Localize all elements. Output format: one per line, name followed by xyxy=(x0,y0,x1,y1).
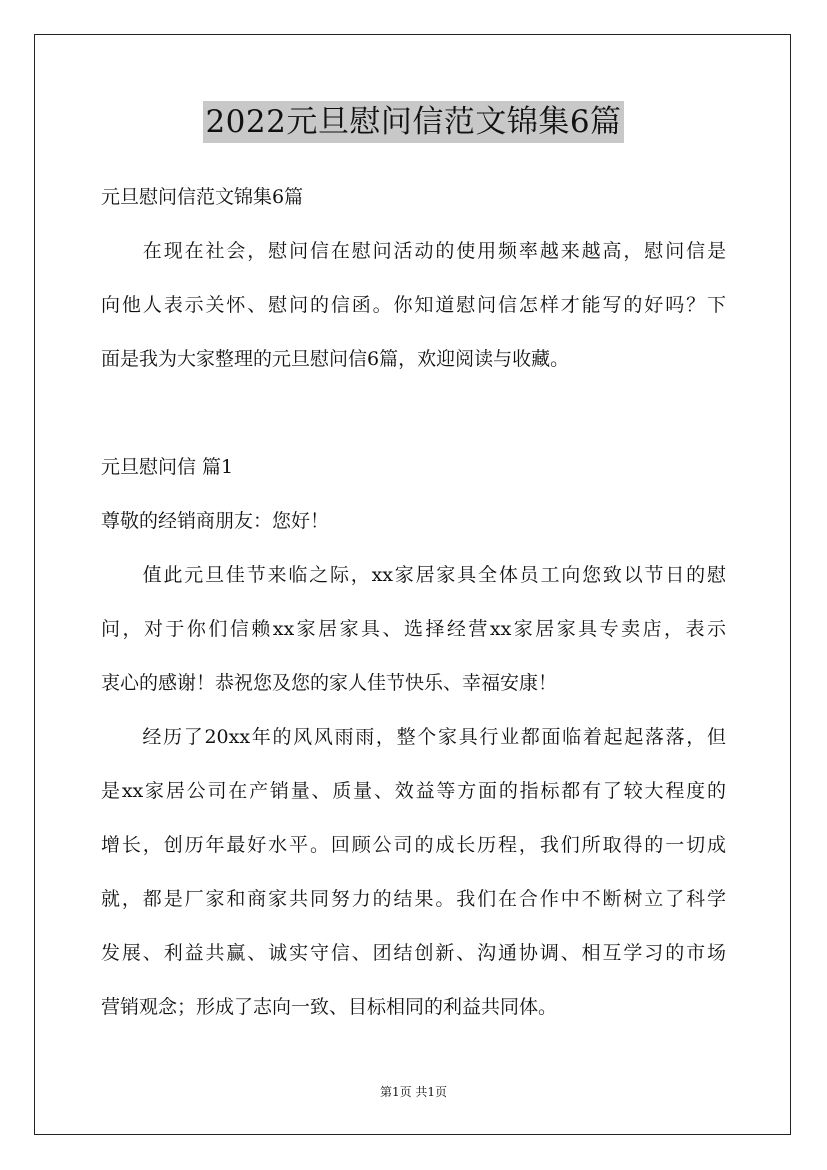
intro-line-1: 在现在社会，慰问信在慰问活动的使用频率越来越高，慰问信是 xyxy=(101,240,726,262)
salutation: 尊敬的经销商朋友：您好！ xyxy=(101,510,330,532)
section-heading: 元旦慰问信 篇1 xyxy=(101,456,234,478)
intro-line-3: 面是我为大家整理的元旦慰问信6篇，欢迎阅读与收藏。 xyxy=(101,348,570,370)
para2-line-2: 是xx家居公司在产销量、质量、效益等方面的指标都有了较大程度的 xyxy=(101,780,726,802)
para2-line-3: 增长，创历年最好水平。回顾公司的成长历程，我们所取得的一切成 xyxy=(101,834,726,856)
para2-line-5: 发展、利益共赢、诚实守信、团结创新、沟通协调、相互学习的市场 xyxy=(101,942,726,964)
title-container xyxy=(0,101,827,143)
intro-line-2: 向他人表示关怀、慰问的信函。你知道慰问信怎样才能写的好吗？下 xyxy=(101,294,726,316)
para2-line-6: 营销观念；形成了志向一致、目标相同的利益共同体。 xyxy=(101,996,558,1018)
para1-line-1: 值此元旦佳节来临之际，xx家居家具全体员工向您致以节日的慰 xyxy=(101,564,726,586)
para2-line-1: 经历了20xx年的风风雨雨，整个家具行业都面临着起起落落，但 xyxy=(101,726,726,748)
document-title: 2022元旦慰问信范文锦集6篇 xyxy=(203,101,623,143)
page-number-footer: 第1页 共1页 xyxy=(379,1085,448,1099)
para1-line-2: 问，对于你们信赖xx家居家具、选择经营xx家居家具专卖店，表示 xyxy=(101,618,726,640)
subtitle: 元旦慰问信范文锦集6篇 xyxy=(101,186,304,208)
para1-line-3: 衷心的感谢！恭祝您及您的家人佳节快乐、幸福安康！ xyxy=(101,672,558,694)
para2-line-4: 就，都是厂家和商家共同努力的结果。我们在合作中不断树立了科学 xyxy=(101,888,726,910)
